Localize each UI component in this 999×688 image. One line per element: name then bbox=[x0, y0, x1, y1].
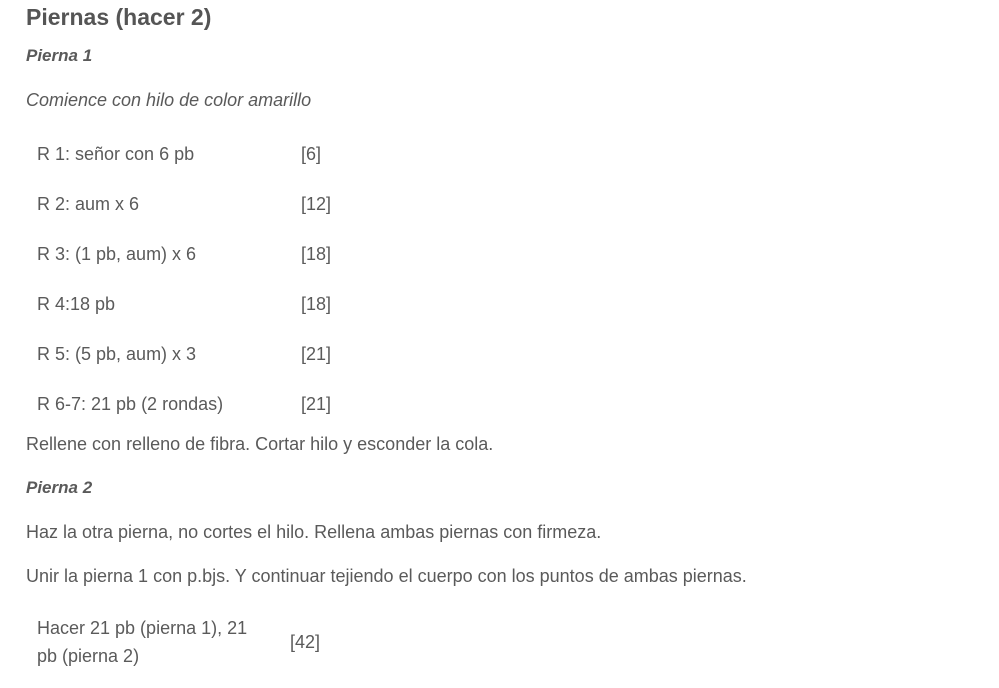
round-instruction: R 3: (1 pb, aum) x 6 bbox=[37, 243, 197, 264]
stitch-count: [12] bbox=[301, 193, 332, 214]
round-instruction: R 4:18 pb bbox=[37, 293, 116, 314]
round-instruction: Hacer 21 pb (pierna 1), 21 pb (pierna 2) bbox=[37, 618, 248, 666]
leg1-intro: Comience con hilo de color amarillo bbox=[26, 90, 312, 110]
round-instruction: R 6-7: 21 pb (2 rondas) bbox=[37, 393, 224, 414]
table-row bbox=[26, 329, 381, 379]
round-instruction: R 2: aum x 6 bbox=[37, 193, 140, 214]
body-start-table bbox=[26, 614, 370, 670]
round-instruction: R 5: (5 pb, aum) x 3 bbox=[37, 343, 197, 364]
table-row bbox=[26, 129, 381, 179]
leg1-rounds-table bbox=[26, 129, 381, 429]
leg2-title: Pierna 2 bbox=[26, 478, 93, 497]
table-row bbox=[26, 229, 381, 279]
leg2-paragraph-1: Haz la otra pierna, no cortes el hilo. Rellena ambas piernas con firmeza. bbox=[26, 522, 602, 542]
stitch-count: [42] bbox=[290, 632, 321, 652]
round-instruction: R 1: señor con 6 pb bbox=[37, 143, 195, 164]
stitch-count: [6] bbox=[301, 143, 322, 164]
stitch-count: [18] bbox=[301, 243, 332, 264]
leg2-paragraph-2: Unir la pierna 1 con p.bjs. Y continuar tejiendo el cuerpo con los puntos de ambas piernas. bbox=[26, 566, 747, 586]
table-row bbox=[26, 614, 370, 670]
table-row bbox=[26, 179, 381, 229]
table-row bbox=[26, 379, 381, 429]
leg1-outro: Rellene con relleno de fibra. Cortar hilo y esconder la cola. bbox=[26, 434, 494, 454]
section-heading: Piernas (hacer 2) bbox=[26, 4, 212, 30]
leg1-title: Pierna 1 bbox=[26, 46, 93, 65]
stitch-count: [21] bbox=[301, 393, 332, 414]
table-row bbox=[26, 279, 381, 329]
stitch-count: [21] bbox=[301, 343, 332, 364]
stitch-count: [18] bbox=[301, 293, 332, 314]
